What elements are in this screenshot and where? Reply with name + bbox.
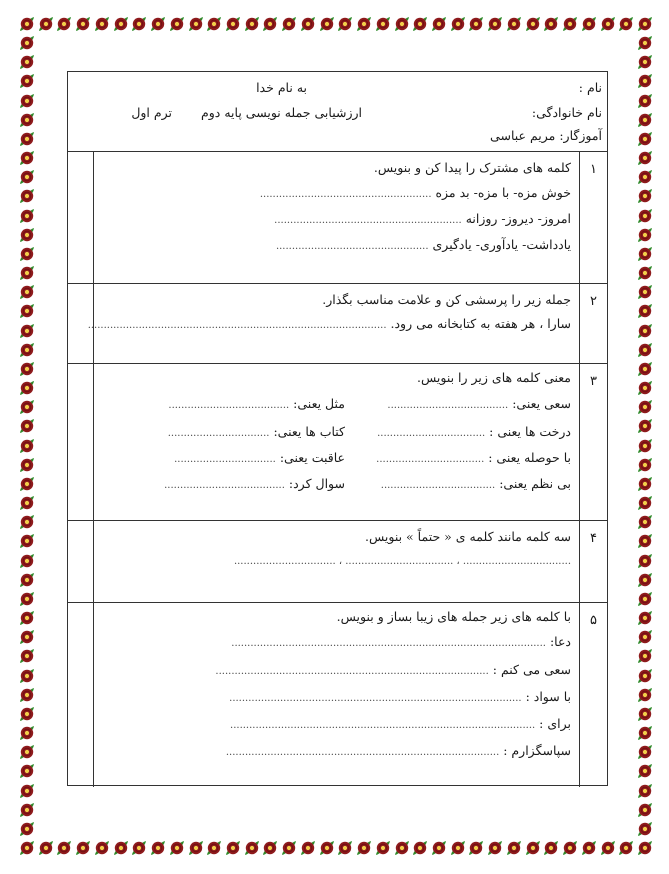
flower-ornament-icon <box>19 227 35 243</box>
worksheet-table <box>67 71 608 786</box>
flower-ornament-icon <box>637 744 653 760</box>
flower-ornament-icon <box>113 840 129 856</box>
flower-ornament-icon <box>300 840 316 856</box>
flower-ornament-icon <box>19 821 35 837</box>
flower-ornament-icon <box>19 418 35 434</box>
word-group: امروز- دیروز- روزانه <box>465 211 571 226</box>
flower-ornament-icon <box>19 533 35 549</box>
question-prompt: با کلمه های زیر جمله های زیبا بساز و بنویس. <box>336 609 571 624</box>
flower-ornament-icon <box>113 16 129 32</box>
question-number-cell <box>579 284 607 363</box>
flower-ornament-icon <box>600 16 616 32</box>
score-cell <box>68 521 94 602</box>
flower-ornament-icon <box>600 840 616 856</box>
word-label: کتاب ها یعنی: <box>273 424 345 439</box>
flower-ornament-icon <box>618 840 634 856</box>
answer-blank: ...................................................................................... <box>215 666 489 677</box>
word-label: با سواد : <box>525 689 571 704</box>
flower-ornament-icon <box>637 303 653 319</box>
flower-ornament-icon <box>19 668 35 684</box>
answer-blank: .................................. <box>377 428 486 439</box>
answer-blank: ...................................... <box>387 400 509 411</box>
flower-ornament-icon <box>244 16 260 32</box>
flower-ornament-icon <box>19 457 35 473</box>
word-label: سعی یعنی: <box>512 396 571 411</box>
flower-ornament-icon <box>75 16 91 32</box>
word-label: سپاسگزارم : <box>503 743 571 758</box>
word-label: با حوصله یعنی : <box>488 450 571 465</box>
flower-ornament-icon <box>131 16 147 32</box>
flower-ornament-icon <box>637 93 653 109</box>
meaning-item[interactable] <box>174 452 345 465</box>
flower-ornament-icon <box>637 131 653 147</box>
question-number: ۳ <box>590 374 597 389</box>
answer-blank: ................................................................................................ <box>230 720 536 731</box>
flower-ornament-icon <box>375 840 391 856</box>
flower-ornament-icon <box>19 495 35 511</box>
flower-ornament-icon <box>637 783 653 799</box>
flower-ornament-icon <box>637 150 653 166</box>
flower-ornament-icon <box>38 16 54 32</box>
term-label: ترم اول <box>131 105 172 120</box>
answer-line[interactable] <box>88 318 571 331</box>
flower-ornament-icon <box>637 438 653 454</box>
flower-ornament-icon <box>281 16 297 32</box>
flower-ornament-icon <box>506 840 522 856</box>
flower-ornament-icon <box>281 840 297 856</box>
flower-ornament-icon <box>637 706 653 722</box>
flower-ornament-icon <box>412 16 428 32</box>
question-prompt: سه کلمه مانند کلمه ی « حتماً » بنویس. <box>364 529 571 544</box>
flower-ornament-icon <box>75 840 91 856</box>
sentence: سارا ، هر هفته به کتابخانه می رود. <box>390 316 571 331</box>
flower-ornament-icon <box>19 763 35 779</box>
flower-ornament-icon <box>637 610 653 626</box>
flower-ornament-icon <box>19 16 35 32</box>
flower-ornament-icon <box>19 783 35 799</box>
flower-ornament-icon <box>562 16 578 32</box>
answer-line[interactable] <box>231 636 571 649</box>
question-row-5 <box>68 603 607 787</box>
flower-ornament-icon <box>637 591 653 607</box>
flower-ornament-icon <box>637 342 653 358</box>
flower-ornament-icon <box>394 16 410 32</box>
question-row-1 <box>68 152 607 284</box>
score-cell <box>68 364 94 520</box>
flower-ornament-icon <box>637 169 653 185</box>
flower-ornament-icon <box>637 553 653 569</box>
answer-blank: ............................................................................................ <box>229 693 522 704</box>
flower-ornament-icon <box>356 16 372 32</box>
flower-ornament-icon <box>225 840 241 856</box>
flower-ornament-icon <box>206 840 222 856</box>
flower-ornament-icon <box>19 246 35 262</box>
flower-ornament-icon <box>562 840 578 856</box>
flower-ornament-icon <box>637 246 653 262</box>
flower-ornament-icon <box>637 73 653 89</box>
flower-ornament-icon <box>19 35 35 51</box>
flower-ornament-icon <box>637 323 653 339</box>
flower-ornament-icon <box>150 840 166 856</box>
flower-ornament-icon <box>19 188 35 204</box>
flower-ornament-icon <box>19 476 35 492</box>
flower-ornament-icon <box>169 840 185 856</box>
answer-blank: ................................ <box>167 428 270 439</box>
flower-ornament-icon <box>19 342 35 358</box>
flower-ornament-icon <box>19 112 35 128</box>
flower-ornament-icon <box>356 840 372 856</box>
flower-ornament-icon <box>637 533 653 549</box>
flower-ornament-icon <box>94 840 110 856</box>
flower-ornament-icon <box>637 361 653 377</box>
flower-ornament-icon <box>19 208 35 224</box>
flower-ornament-icon <box>225 16 241 32</box>
flower-ornament-icon <box>262 16 278 32</box>
word-label: مثل یعنی: <box>293 396 345 411</box>
question-row-2 <box>68 284 607 364</box>
score-cell <box>68 603 94 787</box>
word-group: خوش مزه- با مزه- بد مزه <box>435 185 571 200</box>
flower-ornament-icon <box>637 821 653 837</box>
answer-blank: ...................................... <box>164 480 285 491</box>
flower-ornament-icon <box>637 668 653 684</box>
meaning-item[interactable] <box>168 398 345 411</box>
flower-ornament-icon <box>19 514 35 530</box>
flower-ornament-icon <box>487 840 503 856</box>
flower-ornament-icon <box>19 610 35 626</box>
teacher-label: آموزگار: مریم عباسی <box>490 128 602 143</box>
flower-ornament-icon <box>525 16 541 32</box>
flower-ornament-icon <box>19 93 35 109</box>
flower-ornament-icon <box>19 399 35 415</box>
flower-ornament-icon <box>468 16 484 32</box>
flower-ornament-icon <box>19 591 35 607</box>
flower-ornament-icon <box>262 840 278 856</box>
flower-ornament-icon <box>150 16 166 32</box>
flower-ornament-icon <box>637 208 653 224</box>
flower-ornament-icon <box>19 150 35 166</box>
flower-ornament-icon <box>19 840 35 856</box>
answer-line[interactable] <box>226 745 571 758</box>
flower-ornament-icon <box>637 227 653 243</box>
flower-ornament-icon <box>19 648 35 664</box>
flower-ornament-icon <box>19 802 35 818</box>
flower-ornament-icon <box>19 54 35 70</box>
flower-ornament-icon <box>206 16 222 32</box>
flower-ornament-icon <box>450 840 466 856</box>
answer-blank: ................................................ <box>275 241 429 252</box>
question-number: ۴ <box>590 531 597 546</box>
flower-ornament-icon <box>637 514 653 530</box>
basmala: به نام خدا <box>256 80 307 95</box>
question-row-3 <box>68 364 607 521</box>
word-label: دعا: <box>549 634 571 649</box>
flower-ornament-icon <box>169 16 185 32</box>
answer-blank: ...................................... <box>168 400 290 411</box>
answer-line[interactable] <box>229 691 571 704</box>
flower-ornament-icon <box>244 840 260 856</box>
question-number-cell <box>579 364 607 520</box>
flower-ornament-icon <box>637 265 653 281</box>
word-label: درخت ها یعنی : <box>489 424 571 439</box>
flower-ornament-icon <box>637 457 653 473</box>
answer-blank: ...................................................................................... <box>225 747 500 758</box>
flower-ornament-icon <box>19 572 35 588</box>
flower-ornament-icon <box>637 629 653 645</box>
meaning-item[interactable] <box>377 426 571 439</box>
word-label: سوال کرد: <box>288 476 345 491</box>
answer-line[interactable] <box>260 187 571 200</box>
flower-ornament-icon <box>300 16 316 32</box>
flower-ornament-icon <box>19 265 35 281</box>
flower-ornament-icon <box>637 572 653 588</box>
word-label: بی نظم یعنی: <box>499 476 571 491</box>
answer-line[interactable] <box>215 664 571 677</box>
worksheet-header <box>68 72 607 152</box>
word-label: برای : <box>539 716 571 731</box>
flower-ornament-icon <box>637 802 653 818</box>
flower-ornament-icon <box>487 16 503 32</box>
question-number: ۲ <box>590 294 597 309</box>
flower-ornament-icon <box>19 629 35 645</box>
flower-ornament-icon <box>431 16 447 32</box>
word-label: سعی می کنم : <box>492 662 571 677</box>
answer-blank: .................................. <box>376 454 485 465</box>
question-prompt: معنی کلمه های زیر را بنویس. <box>416 370 571 385</box>
flower-ornament-icon <box>581 840 597 856</box>
meaning-item[interactable] <box>168 426 345 439</box>
flower-ornament-icon <box>618 16 634 32</box>
flower-ornament-icon <box>637 840 653 856</box>
flower-ornament-icon <box>431 840 447 856</box>
question-number: ۵ <box>590 613 597 628</box>
worksheet-title: ارزشیابی جمله نویسی پایه دوم <box>201 105 362 120</box>
flower-ornament-icon <box>637 495 653 511</box>
flower-ornament-icon <box>637 188 653 204</box>
flower-ornament-icon <box>19 553 35 569</box>
flower-ornament-icon <box>581 16 597 32</box>
question-number-cell <box>579 603 607 787</box>
flower-ornament-icon <box>506 16 522 32</box>
answer-line[interactable] <box>276 239 571 252</box>
flower-ornament-icon <box>637 476 653 492</box>
flower-ornament-icon <box>56 16 72 32</box>
flower-ornament-icon <box>19 169 35 185</box>
question-number: ۱ <box>590 162 597 177</box>
answer-blank: ................................................................................................... <box>231 638 546 649</box>
answer-blank: ........................................................... <box>274 215 462 226</box>
flower-ornament-icon <box>19 303 35 319</box>
meaning-item[interactable] <box>376 452 571 465</box>
score-cell <box>68 152 94 283</box>
flower-ornament-icon <box>94 16 110 32</box>
word-group: یادداشت- یادآوری- یادگیری <box>432 237 571 252</box>
flower-ornament-icon <box>450 16 466 32</box>
answer-blank: .................................... <box>380 480 496 491</box>
question-row-4 <box>68 521 607 603</box>
flower-ornament-icon <box>56 840 72 856</box>
flower-ornament-icon <box>637 399 653 415</box>
answer-blank-line[interactable]: .................................. ، .................................. ، ................................ <box>233 556 571 567</box>
flower-ornament-icon <box>337 16 353 32</box>
flower-ornament-icon <box>637 284 653 300</box>
flower-ornament-icon <box>394 840 410 856</box>
flower-ornament-icon <box>637 687 653 703</box>
flower-ornament-icon <box>19 131 35 147</box>
flower-ornament-icon <box>19 438 35 454</box>
flower-ornament-icon <box>525 840 541 856</box>
flower-ornament-icon <box>19 725 35 741</box>
flower-ornament-icon <box>188 16 204 32</box>
flower-ornament-icon <box>19 361 35 377</box>
flower-ornament-icon <box>637 725 653 741</box>
flower-ornament-icon <box>468 840 484 856</box>
flower-ornament-icon <box>319 16 335 32</box>
flower-ornament-icon <box>375 16 391 32</box>
answer-blank: ...................................................... <box>259 189 432 200</box>
meaning-item[interactable] <box>387 398 571 411</box>
flower-ornament-icon <box>19 687 35 703</box>
family-name-label: نام خانوادگی: <box>531 105 602 120</box>
flower-ornament-icon <box>319 840 335 856</box>
meaning-item[interactable] <box>381 478 571 491</box>
flower-ornament-icon <box>637 54 653 70</box>
flower-ornament-icon <box>637 112 653 128</box>
question-number-cell <box>579 521 607 602</box>
word-label: عاقبت یعنی: <box>279 450 345 465</box>
question-number-cell <box>579 152 607 283</box>
flower-ornament-icon <box>543 840 559 856</box>
flower-ornament-icon <box>19 380 35 396</box>
name-label: نام : <box>578 80 602 95</box>
flower-ornament-icon <box>637 16 653 32</box>
answer-line[interactable] <box>274 213 571 226</box>
flower-ornament-icon <box>412 840 428 856</box>
question-prompt: کلمه های مشترک را پیدا کن و بنویس. <box>373 160 571 175</box>
flower-ornament-icon <box>637 418 653 434</box>
flower-ornament-icon <box>19 706 35 722</box>
answer-line[interactable] <box>230 718 571 731</box>
flower-ornament-icon <box>19 73 35 89</box>
flower-ornament-icon <box>19 284 35 300</box>
answer-blank: .............................................................................................. <box>87 320 387 331</box>
flower-ornament-icon <box>337 840 353 856</box>
question-prompt: جمله زیر را پرسشی کن و علامت مناسب بگذار. <box>322 292 571 307</box>
flower-ornament-icon <box>131 840 147 856</box>
flower-ornament-icon <box>543 16 559 32</box>
flower-ornament-icon <box>188 840 204 856</box>
flower-ornament-icon <box>19 744 35 760</box>
answer-blank: ................................ <box>174 454 276 465</box>
flower-ornament-icon <box>38 840 54 856</box>
flower-ornament-icon <box>637 763 653 779</box>
flower-ornament-icon <box>637 35 653 51</box>
meaning-item[interactable] <box>164 478 345 491</box>
flower-ornament-icon <box>19 323 35 339</box>
flower-ornament-icon <box>637 380 653 396</box>
flower-ornament-icon <box>637 648 653 664</box>
